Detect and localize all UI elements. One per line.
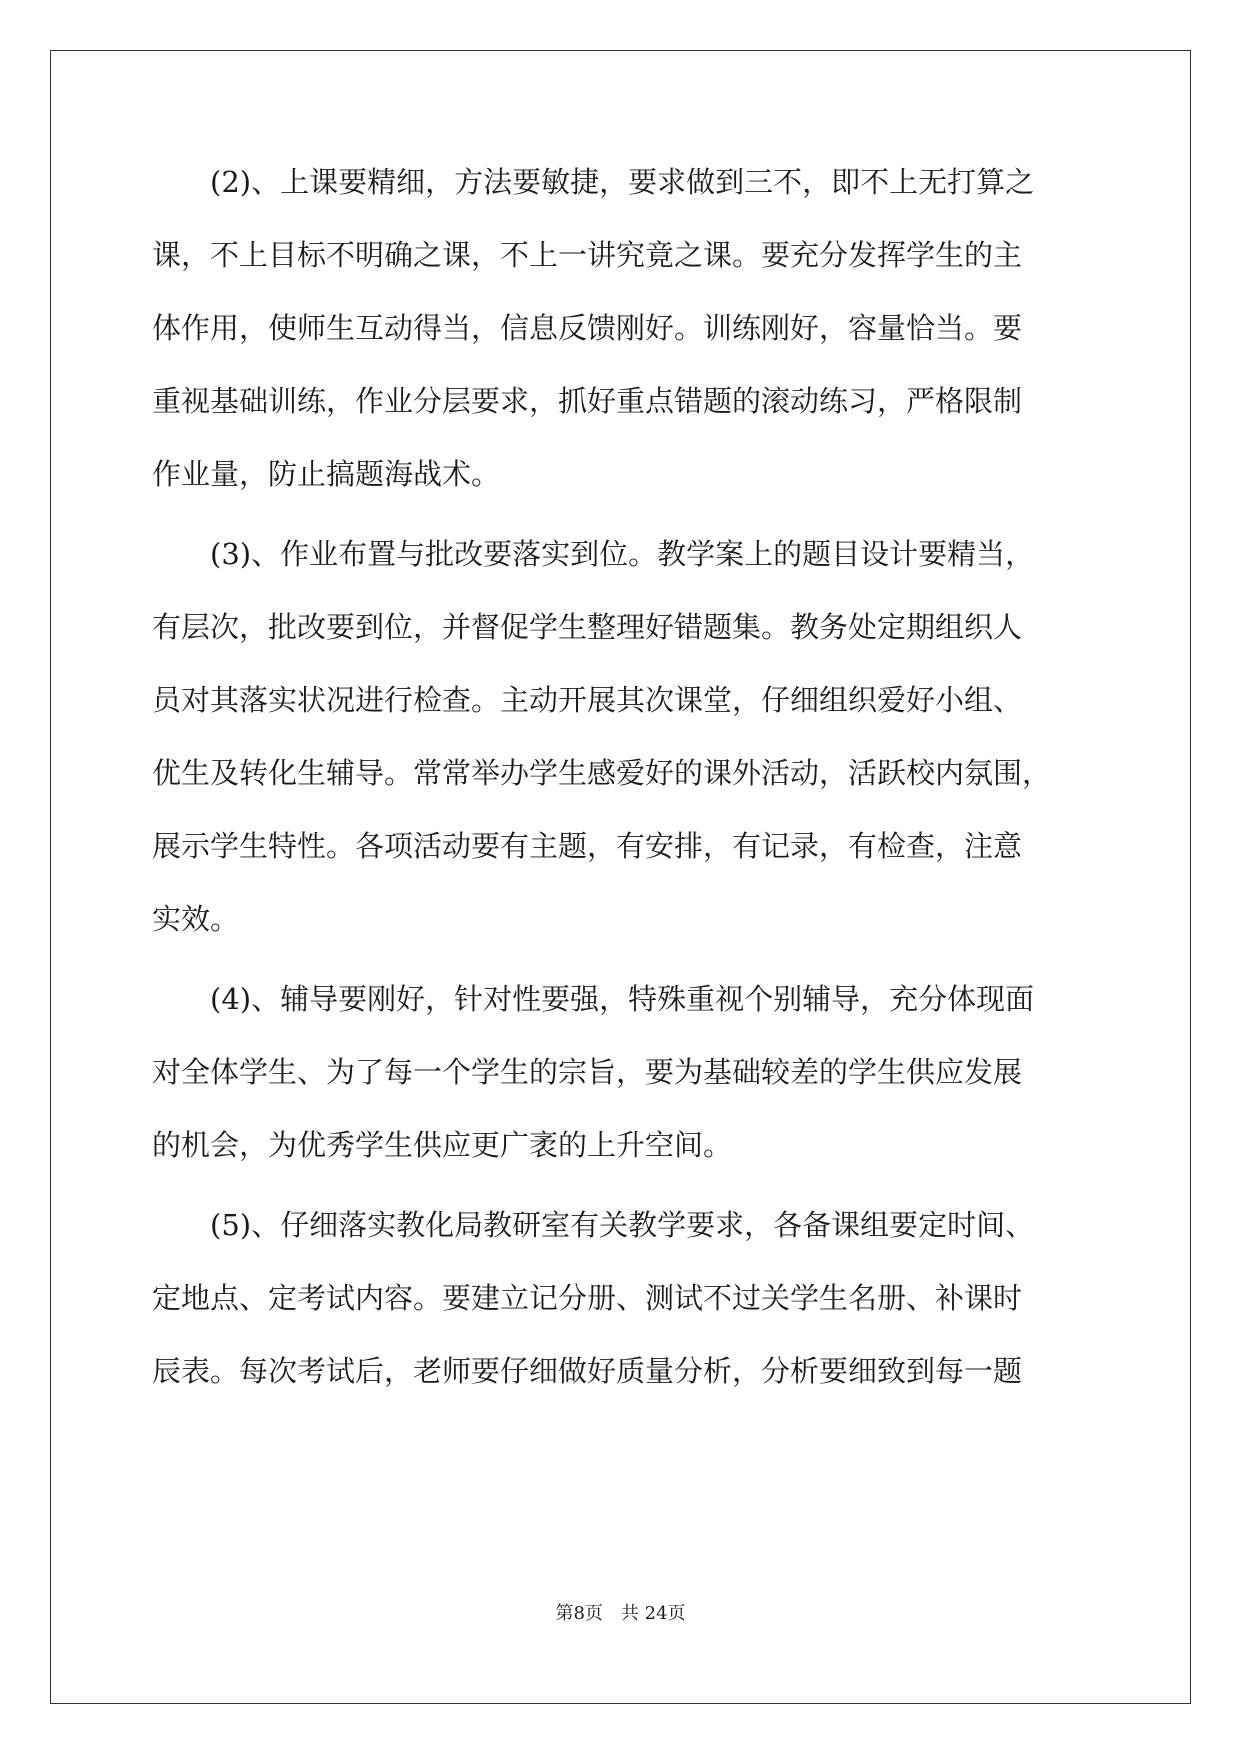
paragraph-3-line-1: (3)、作业布置与批改要落实到位。教学案上的题目设计要精当， [152, 537, 1035, 571]
paragraph-4-line-3: 的机会，为优秀学生供应更广袤的上升空间。 [152, 1128, 733, 1162]
paragraph-4-line-2: 对全体学生、为了每一个学生的宗旨，要为基础较差的学生供应发展 [152, 1055, 1023, 1089]
paragraph-2-line-5: 作业量，防止搞题海战术。 [152, 457, 501, 491]
paragraph-3-line-5: 展示学生特性。各项活动要有主题，有安排，有记录，有检查，注意 [152, 829, 1023, 863]
paragraph-5-line-2: 定地点、定考试内容。要建立记分册、测试不过关学生名册、补课时 [152, 1281, 1023, 1315]
page-border [50, 50, 1191, 1704]
paragraph-2-line-1: (2)、上课要精细，方法要敏捷，要求做到三不，即不上无打算之 [152, 165, 1035, 199]
paragraph-2-line-3: 体作用，使师生互动得当，信息反馈刚好。训练刚好，容量恰当。要 [152, 311, 1023, 345]
paragraph-3-line-3: 员对其落实状况进行检查。主动开展其次课堂，仔细组织爱好小组、 [152, 683, 1023, 717]
paragraph-5-line-1: (5)、仔细落实教化局教研室有关教学要求，各备课组要定时间、 [152, 1208, 1035, 1242]
paragraph-5-line-3: 辰表。每次考试后，老师要仔细做好质量分析，分析要细致到每一题 [152, 1354, 1023, 1388]
paragraph-2-line-2: 课，不上目标不明确之课，不上一讲究竟之课。要充分发挥学生的主 [152, 238, 1023, 272]
page-number-footer: 第8页 共 24页 [555, 1603, 686, 1624]
paragraph-2-line-4: 重视基础训练，作业分层要求，抓好重点错题的滚动练习，严格限制 [152, 384, 1023, 418]
paragraph-3-line-6: 实效。 [152, 902, 240, 936]
paragraph-3-line-4: 优生及转化生辅导。常常举办学生感爱好的课外活动，活跃校内氛围， [152, 756, 1052, 790]
paragraph-3-line-2: 有层次，批改要到位，并督促学生整理好错题集。教务处定期组织人 [152, 610, 1023, 644]
paragraph-4-line-1: (4)、辅导要刚好，针对性要强，特殊重视个别辅导，充分体现面 [152, 982, 1035, 1016]
